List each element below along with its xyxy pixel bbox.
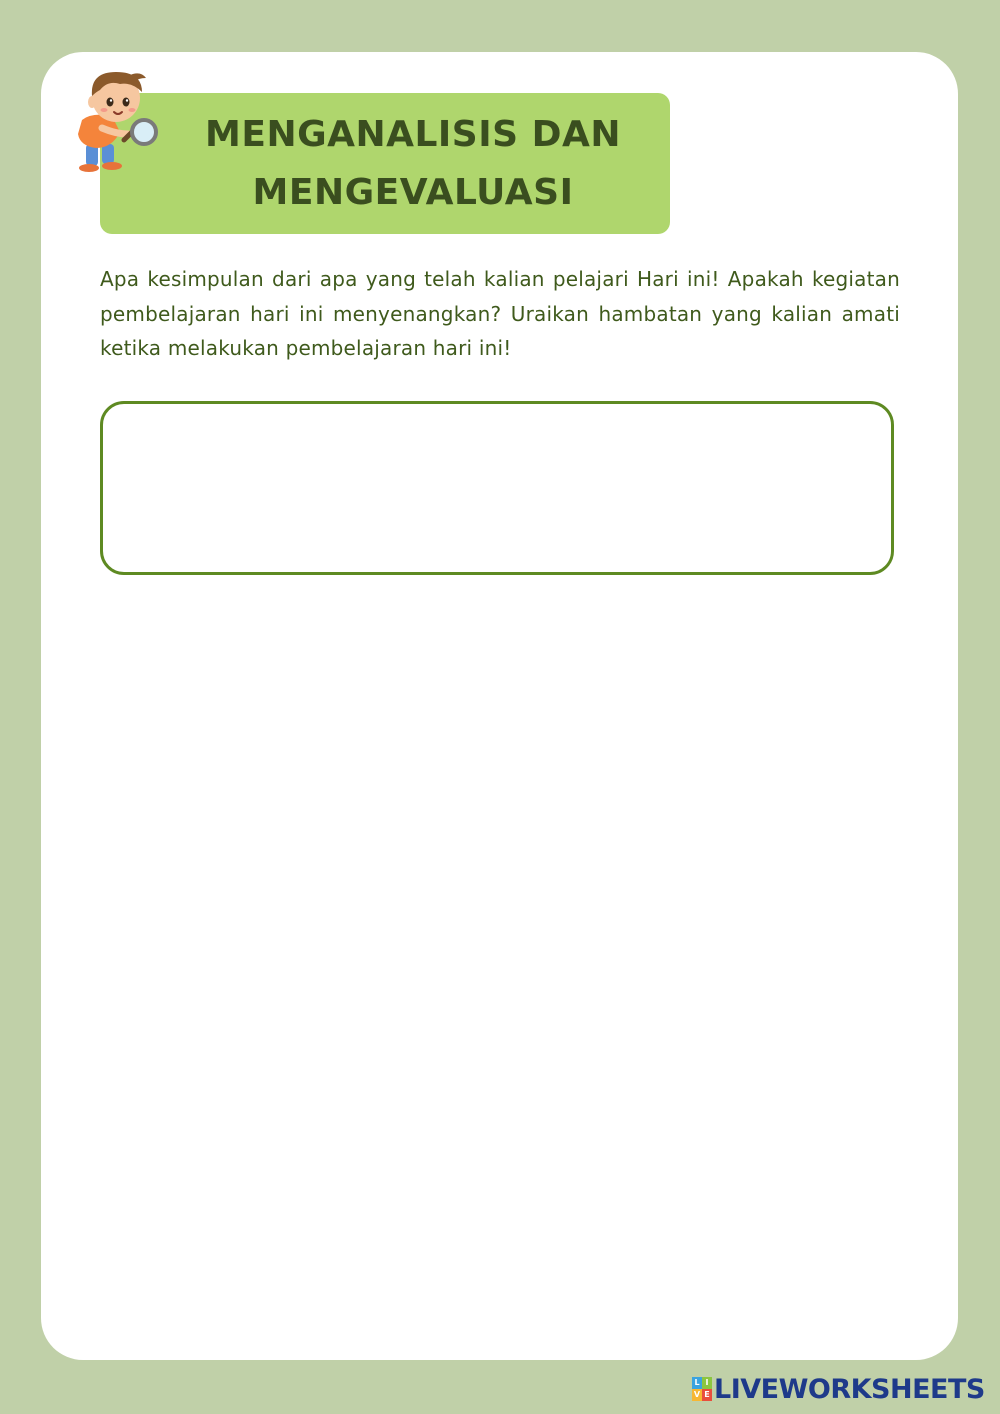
logo-letter-v: V (693, 1390, 701, 1399)
title-banner (100, 93, 670, 234)
liveworksheets-logo-icon (692, 1377, 712, 1401)
logo-letter-l: L (692, 1377, 702, 1389)
answer-input[interactable] (100, 401, 894, 575)
liveworksheets-logo[interactable] (692, 1372, 985, 1406)
page-title (203, 106, 623, 222)
title-line-1: MENGANALISIS DAN (205, 113, 621, 155)
logo-letter-e: E (702, 1389, 712, 1401)
worksheet-card (41, 52, 958, 1360)
boy-with-magnifying-glass-icon (72, 68, 164, 178)
logo-text: LIVEWORKSHEETS (714, 1373, 985, 1405)
logo-letter-i: I (702, 1377, 712, 1389)
title-line-2: MENGEVALUASI (252, 171, 574, 213)
instruction-text: Apa kesimpulan dari apa yang telah kalian pelajari Hari ini! Apakah kegiatan pembelajaran hari ini menyenangkan? Uraikan hambatan yang kalian amati ketika melakukan pembelajaran hari ini! (100, 267, 900, 360)
